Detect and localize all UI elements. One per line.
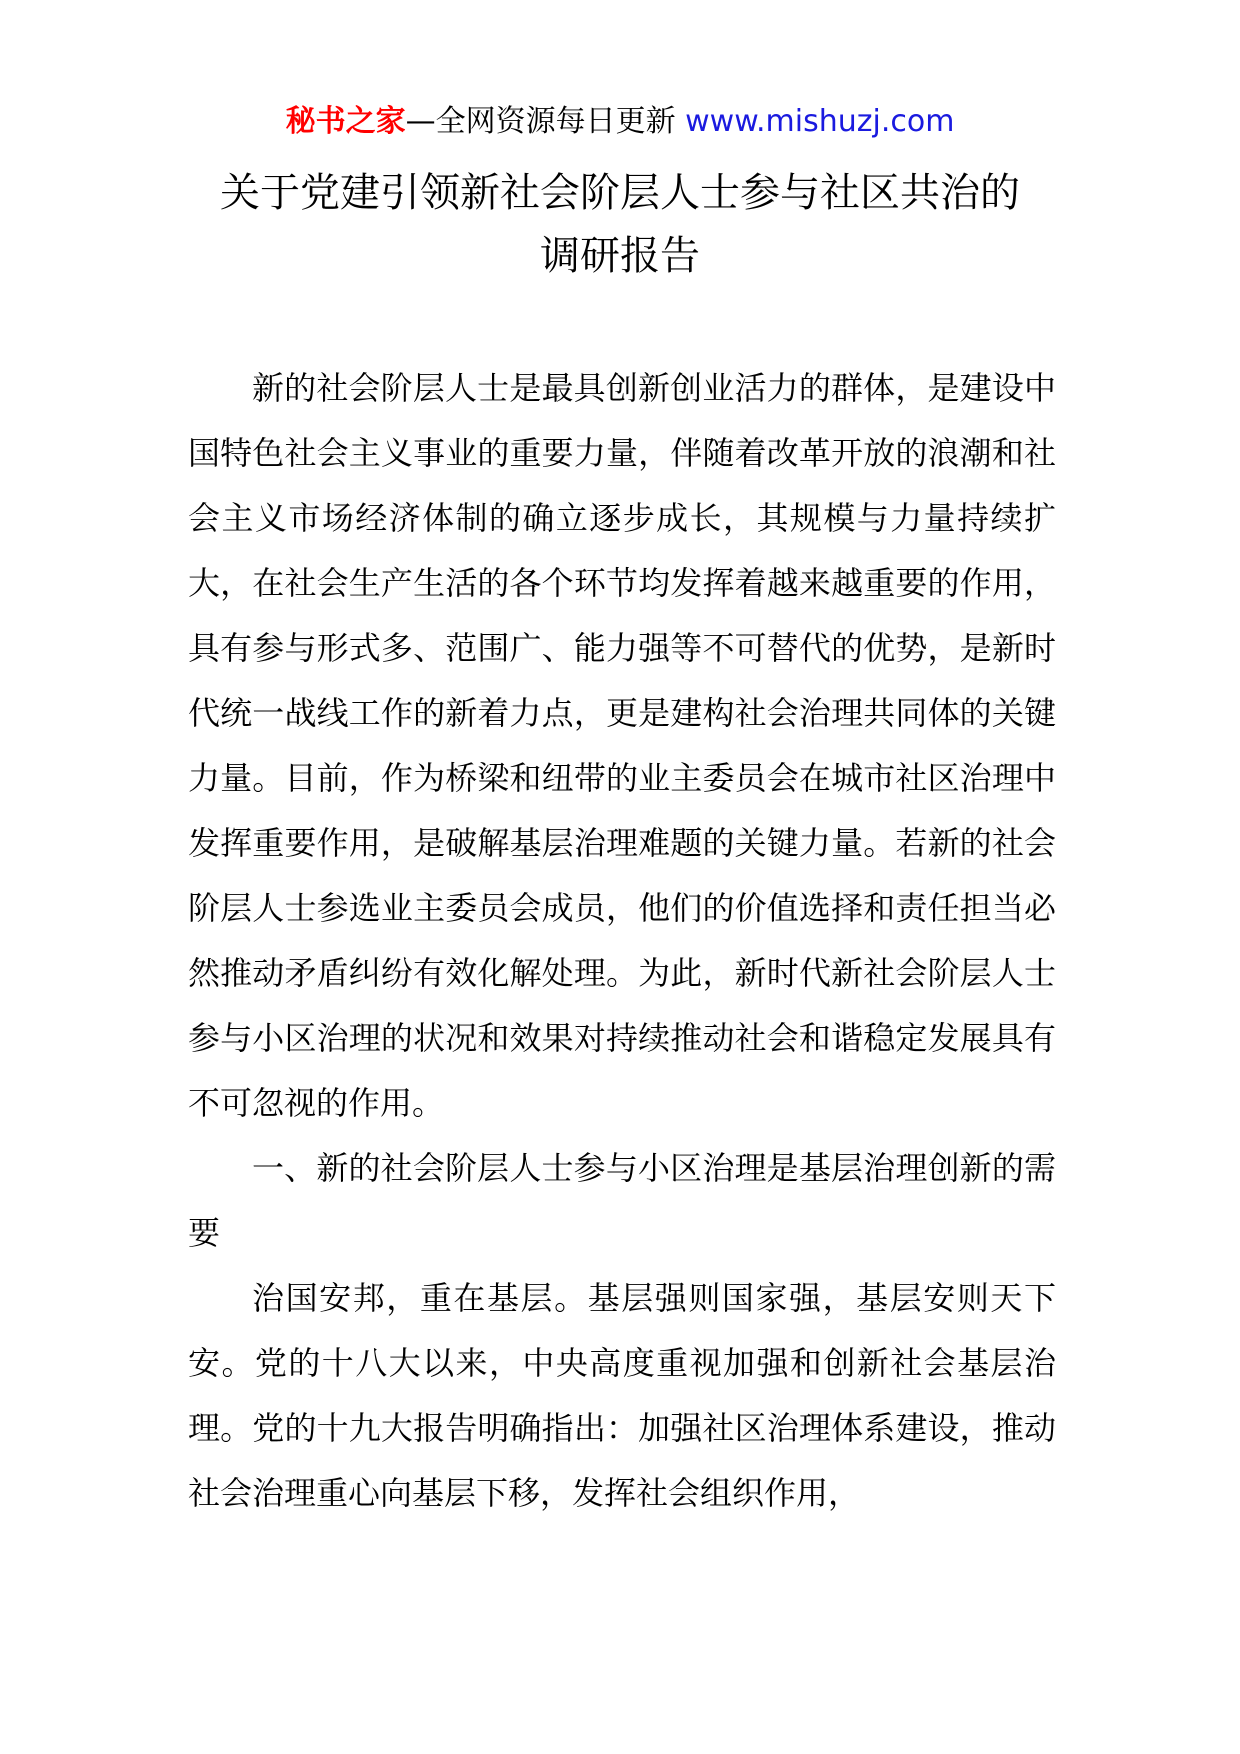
site-banner xyxy=(0,100,1240,144)
banner-brand: 秘书之家 xyxy=(285,104,406,139)
document-body xyxy=(188,356,1056,1526)
body-paragraph-intro: 新的社会阶层人士是最具创新创业活力的群体，是建设中国特色社会主义事业的重要力量，伴随着改革开放的浪潮和社会主义市场经济体制的确立逐步成长，其规模与力量持续扩大，在社会生产生活的各个环节均发挥着越来越重要的作用，具有参与形式多、范围广、能力强等不可替代的优势，是新时代统一战线工作的新着力点，更是建构社会治理共同体的关键力量。目前，作为桥梁和纽带的业主委员会在城市社区治理中发挥重要作用，是破解基层治理难题的关键力量。若新的社会阶层人士参选业主委员会成员，他们的价值选择和责任担当必然推动矛盾纠纷有效化解处理。为此，新时代新社会阶层人士参与小区治理的状况和效果对持续推动社会和谐稳定发展具有不可忽视的作用。 xyxy=(188,369,1056,1122)
body-paragraph-section-1: 治国安邦，重在基层。基层强则国家强，基层安则天下安。党的十八大以来，中央高度重视加强和创新社会基层治理。党的十九大报告明确指出：加强社区治理体系建设，推动社会治理重心向基层下移，发挥社会组织作用， xyxy=(188,1279,1056,1512)
document-title xyxy=(120,162,1120,288)
banner-url[interactable]: www.mishuzj.com xyxy=(685,104,955,139)
banner-slogan: —全网资源每日更新 xyxy=(405,104,686,139)
section-heading-1: 一、新的社会阶层人士参与小区治理是基层治理创新的需要 xyxy=(188,1149,1056,1252)
document-title-line-1: 关于党建引领新社会阶层人士参与社区共治的 xyxy=(220,170,1020,216)
document-title-line-2: 调研报告 xyxy=(540,233,700,279)
